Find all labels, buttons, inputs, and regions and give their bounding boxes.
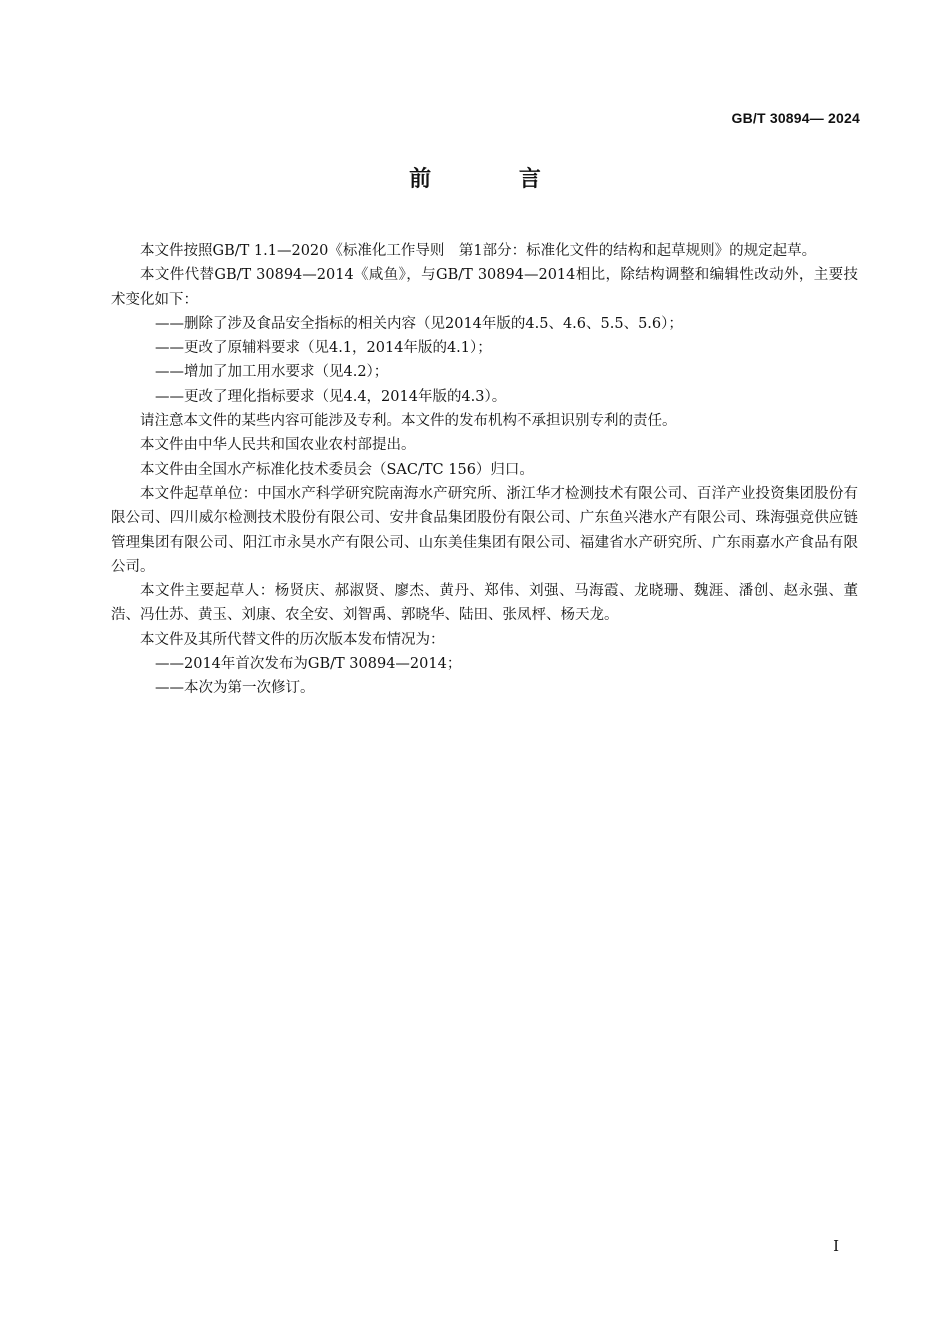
paragraph-patent-notice: 请注意本文件的某些内容可能涉及专利。本文件的发布机构不承担识别专利的责任。 [140,413,677,430]
foreword-body [111,239,858,701]
list-item-version: ——本次为第一次修订。 [155,680,315,697]
paragraph-drafters: 本文件主要起草人：杨贤庆、郝淑贤、廖杰、黄丹、郑伟、刘强、马海霞、龙晓珊、魏涯、潘创、赵永强、董浩、冯仕苏、黄玉、刘康、农全安、刘智禹、郭晓华、陆田、张凤枰、杨天龙。 [111,583,858,624]
paragraph-version-history: 本文件及其所代替文件的历次版本发布情况为： [140,631,445,648]
list-item-change: ——更改了原辅料要求（见4.1，2014年版的4.1）； [155,340,492,357]
list-item-change: ——更改了理化指标要求（见4.4，2014年版的4.3）。 [155,388,507,405]
list-item-change: ——增加了加工用水要求（见4.2）； [155,364,389,381]
paragraph-proposer: 本文件由中华人民共和国农业农村部提出。 [140,437,416,454]
standard-code: GB/T 30894— 2024 [731,110,860,126]
paragraph-drafting-units: 本文件起草单位：中国水产科学研究院南海水产研究所、浙江华才检测技术有限公司、百洋产业投资集团股份有限公司、四川威尔检测技术股份有限公司、安井食品集团股份有限公司、广东鱼兴港水产有限公司、珠海强竞供应链管理集团有限公司、阳江市永昊水产有限公司、山东美佳集团有限公司、福建省水产研究所、广东雨嘉水产食品有限公司。 [111,485,858,575]
paragraph-drafting-rules: 本文件按照GB/T 1.1—2020《标准化工作导则 第1部分：标准化文件的结构和起草规则》的规定起草。 [140,243,817,259]
page-number: I [833,1237,839,1255]
page-title: 前 言 [409,167,581,192]
paragraph-committee: 本文件由全国水产标准化技术委员会（SAC/TC 156）归口。 [140,461,534,478]
list-item-version: ——2014年首次发布为GB/T 30894—2014； [155,656,462,673]
paragraph-replacement: 本文件代替GB/T 30894—2014《咸鱼》，与GB/T 30894—2014相比，除结构调整和编辑性改动外，主要技术变化如下： [111,267,858,308]
list-item-change: ——删除了涉及食品安全指标的相关内容（见2014年版的4.5、4.6、5.5、5.6）； [155,315,683,332]
